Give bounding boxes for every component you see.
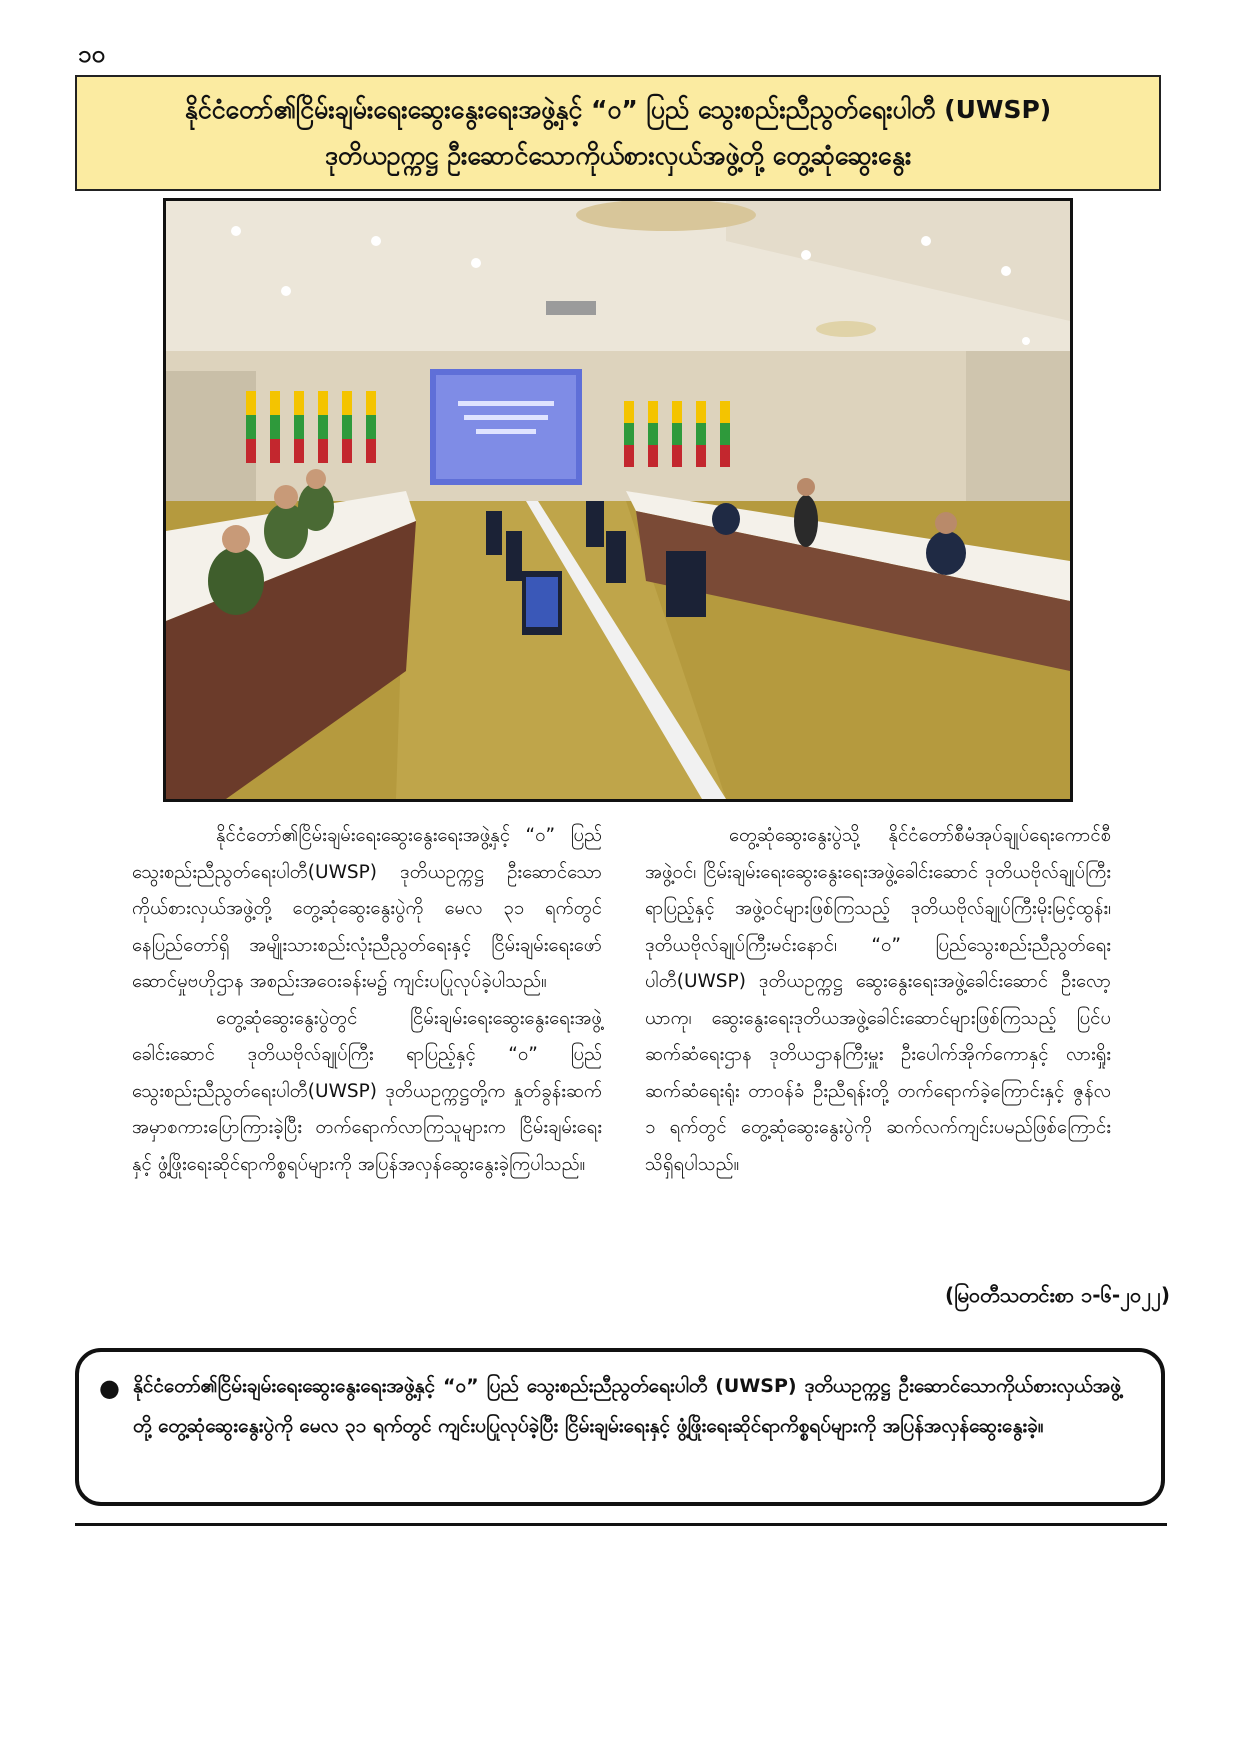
bottom-divider (75, 1523, 1167, 1526)
headline-box (75, 75, 1161, 191)
article-left-column (132, 818, 602, 1183)
summary-text: နိုင်ငံတော်၏ငြိမ်းချမ်းရေးဆွေးနွေးရေးအဖွဲ့နှင့် “ဝ” ပြည် သွေးစည်းညီညွတ်ရေးပါတီ (UWSP) ဒုတိယဥက္ကဋ္ဌ ဦးဆောင်သောကိုယ်စားလှယ်အဖွဲ့တို့ တွေ့ဆုံဆွေးနွေးပွဲကို မေလ ၃၁ ရက်တွင် ကျင်းပပြုလုပ်ခဲ့ပြီး ငြိမ်းချမ်းရေးနှင့် ဖွံ့ဖြိုးရေးဆိုင်ရာကိစ္စရပ်များကို အပြန်အလှန်ဆွေးနွေးခဲ့။ (133, 1375, 1121, 1437)
meeting-room-illustration (166, 201, 1070, 799)
page-number: ၁၀ (78, 40, 105, 68)
source-citation: (မြဝတီသတင်းစာ ၁-၆-၂၀၂၂) (944, 1283, 1170, 1307)
article-paragraph: နိုင်ငံတော်၏ငြိမ်းချမ်းရေးဆွေးနွေးရေးအဖွဲ့နှင့် “ဝ” ပြည်သွေးစည်းညီညွတ်ရေးပါတီ(UWSP) ဒုတိယဥက္ကဋ္ဌ ဦးဆောင်သောကိုယ်စားလှယ်အဖွဲ့တို့ တွေ့ဆုံဆွေးနွေးပွဲကို မေလ ၃၁ ရက်တွင် နေပြည်တော်ရှိ အမျိုးသားစည်းလုံးညီညွတ်ရေးနှင့် ငြိမ်းချမ်းရေးဖော်ဆောင်မှုဗဟိုဌာန အစည်းအဝေးခန်းမ၌ ကျင်းပပြုလုပ်ခဲ့ပါသည်။ (132, 825, 602, 992)
headline-line-1: နိုင်ငံတော်၏ငြိမ်းချမ်းရေးဆွေးနွေးရေးအဖွဲ့နှင့် “ဝ” ပြည် သွေးစည်းညီညွတ်ရေးပါတီ (UWSP) (184, 95, 1052, 124)
meeting-photo (163, 198, 1073, 802)
article-right-column (645, 818, 1111, 1183)
article-paragraph: တွေ့ဆုံဆွေးနွေးပွဲသို့ နိုင်ငံတော်စီမံအုပ်ချုပ်ရေးကောင်စီအဖွဲ့ဝင်၊ ငြိမ်းချမ်းရေးဆွေးနွေးရေးအဖွဲ့ခေါင်းဆောင် ဒုတိယဗိုလ်ချုပ်ကြီးရာပြည့်နှင့် အဖွဲ့ဝင်များဖြစ်ကြသည့် ဒုတိယဗိုလ်ချုပ်ကြီးမိုးမြင့်ထွန်း၊ ဒုတိယဗိုလ်ချုပ်ကြီးမင်းနောင်၊ “ဝ” ပြည်သွေးစည်းညီညွတ်ရေးပါတီ(UWSP) ဒုတိယဥက္ကဋ္ဌ ဆွေးနွေးရေးအဖွဲ့ခေါင်းဆောင် ဦးလော့ယာကု၊ ဆွေးနွေးရေးဒုတိယအဖွဲ့ခေါင်းဆောင်များဖြစ်ကြသည့် ပြင်ပဆက်ဆံရေးဌာန ဒုတိယဌာနကြီးမှူး ဦးပေါက်အိုက်ကောနှင့် လားရှိုးဆက်ဆံရေးရုံး တာဝန်ခံ ဦးညီရန်းတို့ တက်ရောက်ခဲ့ကြောင်းနှင့် ဇွန်လ ၁ ရက်တွင် တွေ့ဆုံဆွေးနွေးပွဲကို ဆက်လက်ကျင်းပမည်ဖြစ်ကြောင်း သိရှိရပါသည်။ (645, 825, 1111, 1175)
headline-line-2: ဒုတိယဥက္ကဋ္ဌ ဦးဆောင်သောကိုယ်စားလှယ်အဖွဲ့တို့ တွေ့ဆုံဆွေးနွေး (324, 141, 912, 170)
summary-box (75, 1348, 1165, 1506)
article-paragraph: တွေ့ဆုံဆွေးနွေးပွဲတွင် ငြိမ်းချမ်းရေးဆွေးနွေးရေးအဖွဲ့ခေါင်းဆောင် ဒုတိယဗိုလ်ချုပ်ကြီး ရာပြည့်နှင့် “ဝ” ပြည်သွေးစည်းညီညွတ်ရေးပါတီ(UWSP) ဒုတိယဥက္ကဋ္ဌတို့က နှုတ်ခွန်းဆက်အမှာစကားပြောကြားခဲ့ပြီး တက်ရောက်လာကြသူများက ငြိမ်းချမ်းရေးနှင့် ဖွံ့ဖြိုးရေးဆိုင်ရာကိစ္စရပ်များကို အပြန်အလှန်ဆွေးနွေးခဲ့ကြပါသည်။ (132, 1007, 602, 1175)
bullet-icon: ● (99, 1374, 120, 1402)
